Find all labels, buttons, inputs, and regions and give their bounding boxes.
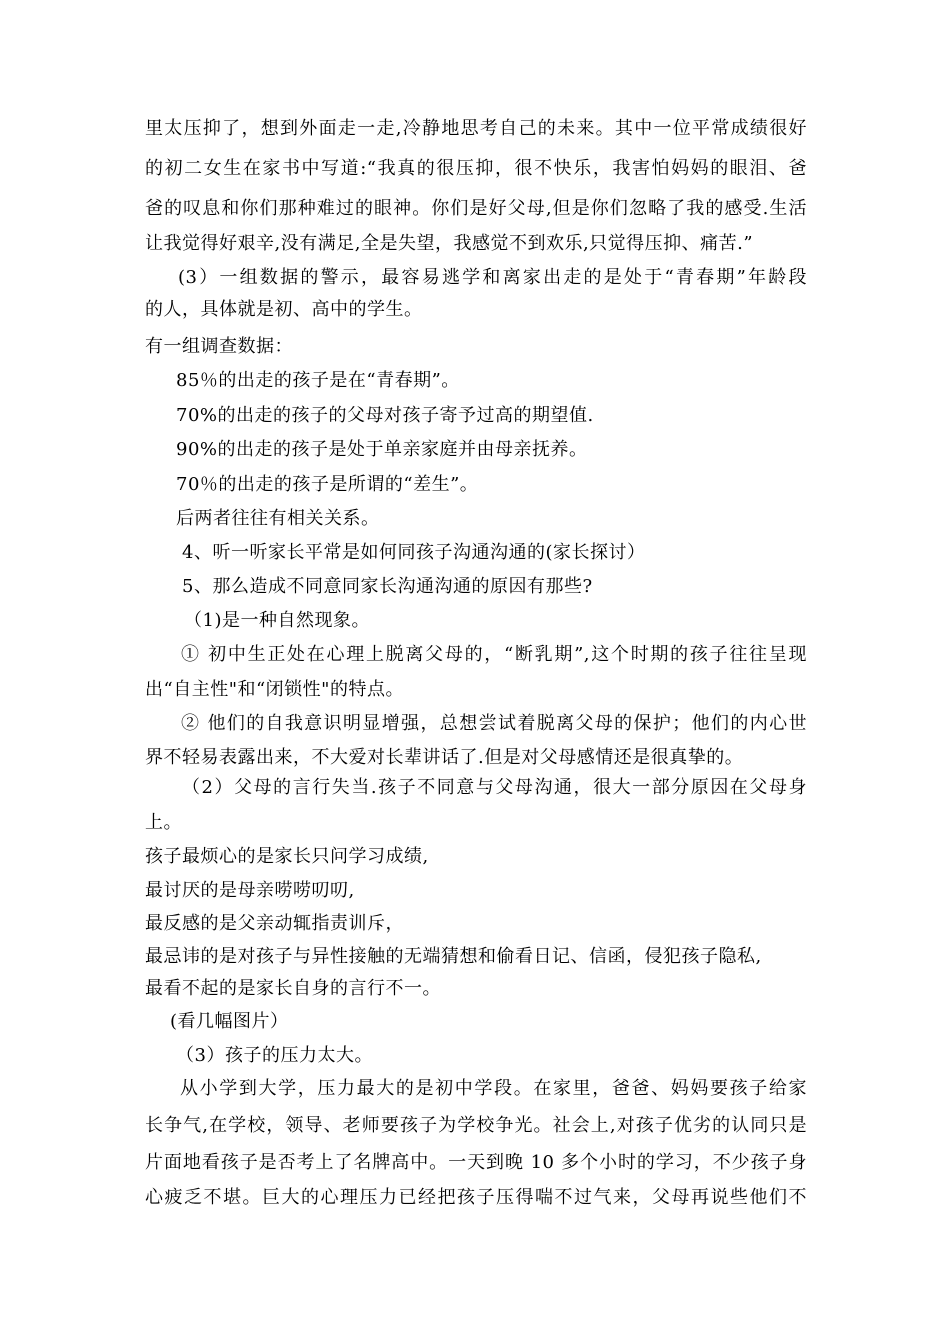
paragraph-line: 的人，具体就是初、高中的学生。 (145, 299, 423, 320)
paragraph-line: 有一组调查数据： (145, 336, 293, 357)
paragraph-line: ① 初中生正处在心理上脱离父母的，“断乳期”,这个时期的孩子往往呈现 (181, 644, 807, 665)
paragraph-line: (3）一组数据的警示，最容易逃学和离家出走的是处于“青春期”年龄段 (178, 267, 807, 288)
section-heading: 4、听一听家长平常是如何同孩子沟通沟通的(家长探讨） (182, 542, 646, 563)
paragraph-line: 出“自主性"和“闭锁性"的特点。 (145, 679, 404, 700)
paragraph-line: 里太压抑了，想到外面走一走,冷静地思考自己的未来。其中一位平常成绩很好 (145, 118, 807, 139)
paragraph-line: 界不轻易表露出来，不大爱对长辈讲话了.但是对父母感情还是很真挚的。 (145, 747, 744, 768)
paragraph-line: 上。 (145, 812, 182, 833)
paragraph-line: 长争气,在学校，领导、老师要孩子为学校争光。社会上,对孩子优劣的认同只是 (145, 1115, 807, 1136)
paragraph-line: 让我觉得好艰辛,没有满足,全是失望，我感觉不到欢乐,只觉得压抑、痛苦.” (145, 233, 754, 254)
list-item: 85％的出走的孩子是在“青春期”。 (176, 370, 460, 391)
paragraph-line: 心疲乏不堪。巨大的心理压力已经把孩子压得喘不过气来，父母再说些他们不 (145, 1187, 807, 1208)
paragraph-line: 孩子最烦心的是家长只问学习成绩, (145, 846, 429, 867)
paragraph-line: 后两者往往有相关关系。 (176, 508, 380, 529)
paragraph-line: 最讨厌的是母亲唠唠叨叨, (145, 880, 355, 901)
paragraph-line: 从小学到大学，压力最大的是初中学段。在家里，爸爸、妈妈要孩子给家 (180, 1078, 807, 1099)
section-heading: 5、那么造成不同意同家长沟通沟通的原因有那些? (182, 576, 593, 597)
paragraph-line: 最反感的是父亲动辄指责训斥， (145, 913, 404, 934)
list-item: 70%的出走的孩子的父母对孩子寄予过高的期望值. (176, 405, 594, 426)
paragraph-line: 爸的叹息和你们那种难过的眼神。你们是好父母,但是你们忽略了我的感受.生活 (145, 198, 807, 219)
paragraph-line: (看几幅图片） (170, 1011, 289, 1032)
paragraph-line: （2）父母的言行失当.孩子不同意与父母沟通，很大一部分原因在父母身 (182, 777, 807, 798)
paragraph-line: 片面地看孩子是否考上了名牌高中。一天到晚 10 多个小时的学习，不少孩子身 (145, 1152, 807, 1173)
paragraph-line: 最忌讳的是对孩子与异性接触的无端猜想和偷看日记、信函，侵犯孩子隐私, (145, 946, 762, 967)
subsection-heading: （1)是一种自然现象。 (184, 610, 370, 631)
subsection-heading: （3）孩子的压力太大。 (176, 1045, 373, 1066)
paragraph-line: 的初二女生在家书中写道:“我真的很压抑，很不快乐，我害怕妈妈的眼泪、爸 (145, 158, 807, 179)
list-item: 90%的出走的孩子是处于单亲家庭并由母亲抚养。 (176, 439, 588, 460)
list-item: 70％的出走的孩子是所谓的“差生”。 (176, 474, 479, 495)
paragraph-line: ② 他们的自我意识明显增强，总想尝试着脱离父母的保护；他们的内心世 (181, 713, 807, 734)
paragraph-line: 最看不起的是家长自身的言行不一。 (145, 978, 441, 999)
